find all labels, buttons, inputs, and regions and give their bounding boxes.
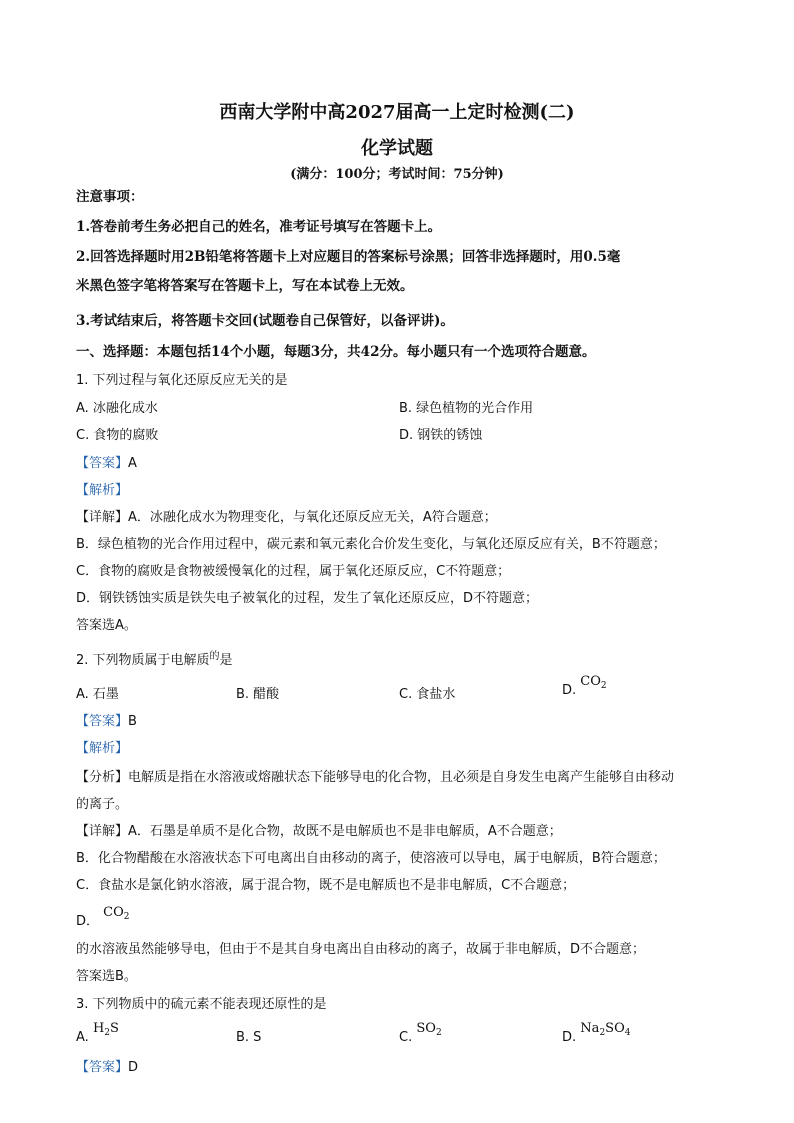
q3-option-a: A. $H_2S$ xyxy=(76,1021,119,1045)
notes-heading: 注意事项： xyxy=(76,189,144,205)
q2-option-a: A. 石墨 xyxy=(76,687,119,702)
note-item-2b: 米黑色签字笔将答案写在答题卡上，写在本试卷上无效。 xyxy=(76,278,414,294)
exam-meta: (满分：100分；考试时间：75分钟) xyxy=(290,167,504,182)
q3-option-d: D. $Na_2SO_4$ xyxy=(562,1021,631,1045)
q2-detail-d: D． $CO_2$ xyxy=(76,905,130,929)
subject-title: 化学试题 xyxy=(361,138,433,159)
q1-option-b: B. 绿色植物的光合作用 xyxy=(399,401,534,416)
q3-option-c: C. $SO_2$ xyxy=(399,1021,442,1045)
q1-answer xyxy=(76,452,137,471)
q2-stem: 2. 下列物质属于电解质$^的$是 xyxy=(76,651,233,668)
q1-conclusion: 答案选A。 xyxy=(76,618,137,633)
detail-tag: 【详解】 xyxy=(76,824,129,839)
q2-answer xyxy=(76,710,137,729)
so2-formula: $SO_2$ xyxy=(416,1021,442,1038)
answer-tag: 【答案】 xyxy=(76,714,129,729)
q2-detail-c: C．食盐水是氯化钠水溶液，属于混合物，既不是电解质也不是非电解质，C不合题意； xyxy=(76,878,576,893)
q1-option-a: A. 冰融化成水 xyxy=(76,401,158,416)
q1-detail-a: 【详解】A．冰融化成水为物理变化，与氧化还原反应无关，A符合题意； xyxy=(76,510,497,525)
answer-tag: 【答案】 xyxy=(76,1060,129,1075)
q1-option-c: C. 食物的腐败 xyxy=(76,428,159,443)
co2-formula: $CO_2$ xyxy=(103,905,130,922)
note-item-3: 3.考试结束后，将答题卡交回(试题卷自己保管好，以备评讲)。 xyxy=(76,313,454,329)
note-item-1: 1.答卷前考生务必把自己的姓名，准考证号填写在答题卡上。 xyxy=(76,219,442,235)
h2s-formula: $H_2S$ xyxy=(92,1021,119,1038)
q1-analysis xyxy=(76,479,128,498)
q2-detail-b: B．化合物醋酸在水溶液状态下可电离出自由移动的离子，使溶液可以导电，属于电解质，B符合题意； xyxy=(76,851,666,866)
co2-formula: $CO_2$ xyxy=(580,674,607,691)
q1-detail-d: D．钢铁锈蚀实质是铁失电子被氧化的过程，发生了氧化还原反应，D不符题意； xyxy=(76,591,539,606)
na2so4-formula: $Na_2SO_4$ xyxy=(580,1021,631,1038)
q2-analysis xyxy=(76,737,128,756)
q1-detail-c: C．食物的腐败是食物被缓慢氧化的过程，属于氧化还原反应，C不符题意； xyxy=(76,564,511,579)
answer-value: D xyxy=(128,1060,139,1075)
q3-answer xyxy=(76,1056,138,1075)
q2-conclusion: 答案选B。 xyxy=(76,969,137,984)
analysis-tag: 【解析】 xyxy=(76,483,129,498)
q1-option-d: D. 钢铁的锈蚀 xyxy=(399,428,483,443)
section-heading: 一、选择题：本题包括14个小题，每题3分，共42分。每小题只有一个选项符合题意。 xyxy=(76,344,596,360)
detail-tag: 【详解】 xyxy=(76,510,129,525)
answer-value: B xyxy=(128,714,137,729)
q2-detail-a: 【详解】A．石墨是单质不是化合物，故既不是电解质也不是非电解质，A不合题意； xyxy=(76,824,562,839)
q2-fenxi-2: 的离子。 xyxy=(76,797,129,812)
q2-detail-d-cont: 的水溶液虽然能够导电，但由于不是其自身电离出自由移动的离子，故属于非电解质，D不合题意； xyxy=(76,942,646,957)
page-title: 西南大学附中高2027届高一上定时检测(二) xyxy=(219,102,575,123)
q1-detail-b: B．绿色植物的光合作用过程中，碳元素和氧元素化合价发生变化，与氧化还原反应有关，B不符题意； xyxy=(76,537,666,552)
fenxi-tag: 【分析】 xyxy=(76,770,129,785)
answer-tag: 【答案】 xyxy=(76,456,129,471)
q2-option-c: C. 食盐水 xyxy=(399,687,456,702)
analysis-tag: 【解析】 xyxy=(76,741,129,756)
q2-option-b: B. 醋酸 xyxy=(236,687,280,702)
answer-value: A xyxy=(128,456,137,471)
q2-option-d: D. $CO_2$ xyxy=(562,674,607,698)
note-item-2a: 2.回答选择题时用2B铅笔将答题卡上对应题目的答案标号涂黑；回答非选择题时，用0.5毫 xyxy=(76,249,621,265)
q3-stem: 3. 下列物质中的硫元素不能表现还原性的是 xyxy=(76,997,327,1012)
q3-option-b: B. S xyxy=(236,1030,262,1045)
q2-fenxi-1: 【分析】电解质是指在水溶液或熔融状态下能够导电的化合物，且必须是自身发生电离产生能够自由移动 xyxy=(76,770,675,785)
q1-stem: 1. 下列过程与氧化还原反应无关的是 xyxy=(76,373,288,388)
